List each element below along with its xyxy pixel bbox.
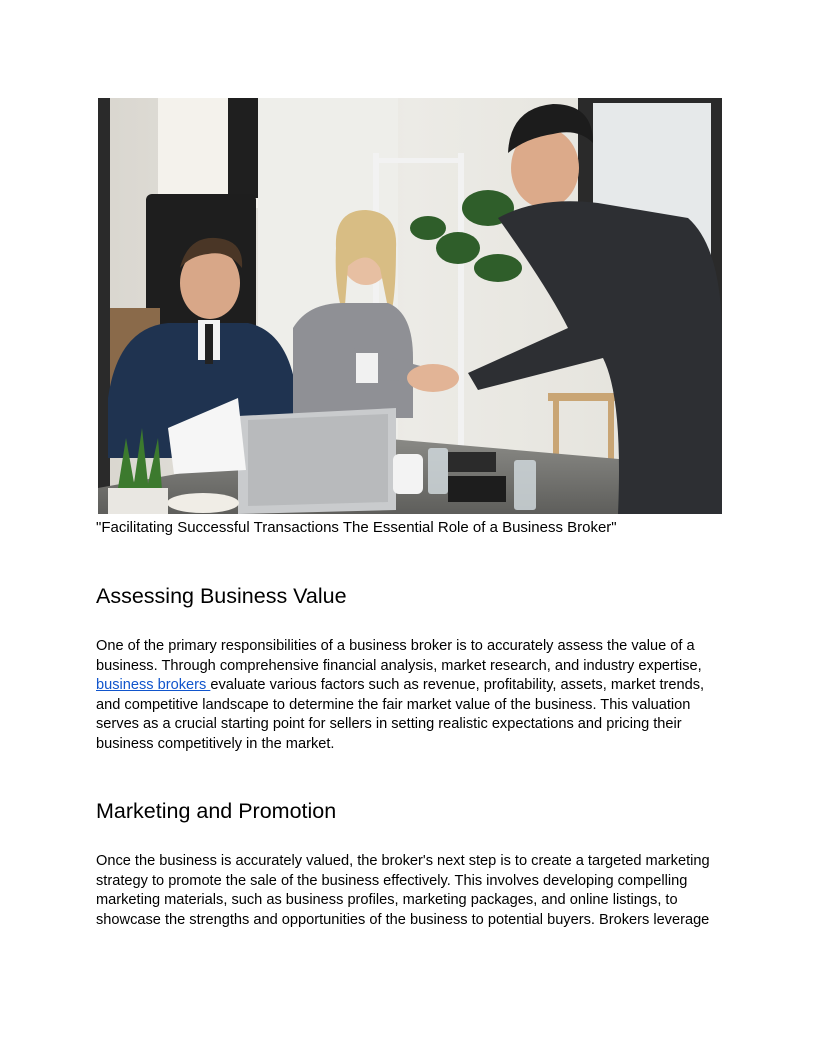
paragraph-text-before-link: One of the primary responsibilities of a business broker is to accurately assess the value of a business. Through comprehensive financial analysis, market research, and industry expertise, bbox=[96, 638, 702, 674]
section-paragraph-marketing-and-promotion: Once the business is accurately valued, the broker's next step is to create a targeted marketing strategy to promote the sale of the business effectively. This involves developing compelling marketing materials, such as business profiles, marketing packages, and online listings, to showcase the strengths and opportunities of the business to potential buyers. Brokers leverage bbox=[96, 853, 710, 928]
image-caption: "Facilitating Successful Transactions The Essential Role of a Business Broker" bbox=[96, 519, 617, 536]
section-heading-assessing-business-value: Assessing Business Value bbox=[96, 584, 347, 608]
business-brokers-link[interactable]: business brokers bbox=[96, 677, 211, 693]
paragraph-text-after-link: evaluate various factors such as revenue, profitability, assets, market trends, and competitive landscape to determine the fair market value of the business. This valuation serves as a crucial starting point for sellers in setting realistic expectations and pricing their business competitively in the market. bbox=[96, 677, 705, 752]
section-heading-marketing-and-promotion: Marketing and Promotion bbox=[96, 799, 337, 823]
hero-photo bbox=[98, 98, 722, 514]
handshake-photo-illustration bbox=[98, 98, 722, 514]
section-paragraph-assessing-business-value bbox=[96, 637, 720, 754]
